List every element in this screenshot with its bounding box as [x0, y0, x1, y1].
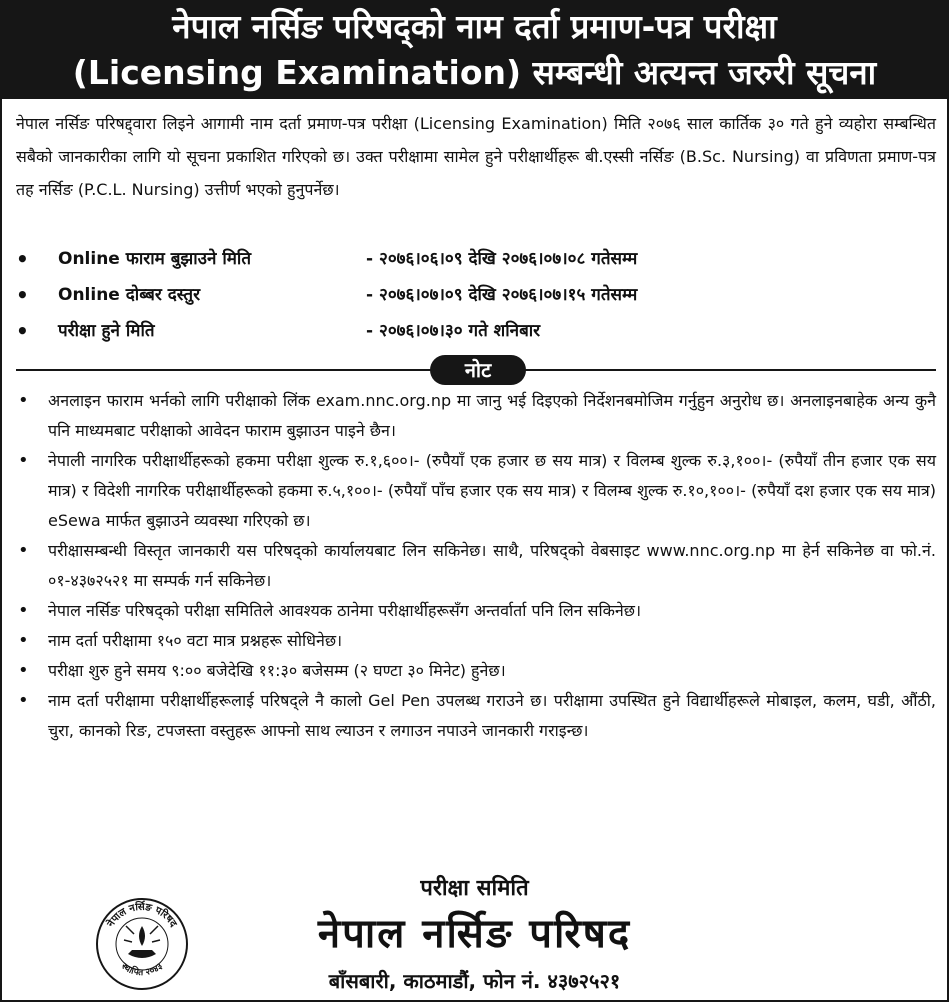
header-title-line-1: नेपाल नर्सिङ परिषद्को नाम दर्ता प्रमाण-पत्र परीक्षा	[172, 7, 777, 46]
date-label: परीक्षा हुने मिति	[58, 321, 155, 341]
bullet-icon: •	[16, 247, 29, 271]
note-text: नाम दर्ता परीक्षामा परीक्षार्थीहरूलाई परिषद्ले नै कालो Gel Pen उपलब्ध गराउने छ। परीक्षामा उपस्थित हुने विद्यार्थीहरूले मोबाइल, कलम, घडी, औंठी, चुरा, कानको रिङ, टपजस्ता वस्तुहरू आफ्नो साथ ल्याउन र लगाउन नपाउने जानकारी गराइन्छ।	[48, 691, 936, 740]
note-text: परीक्षासम्बन्धी विस्तृत जानकारी यस परिषद्को कार्यालयबाट लिन सकिनेछ। साथै, परिषद्को वेबसाइट www.nnc.org.np मा हेर्न सकिनेछ वा फो.नं. ०१-४३७२५२१ मा सम्पर्क गर्न सकिनेछ।	[48, 541, 936, 590]
note-text: परीक्षा शुरु हुने समय ९:०० बजेदेखि ११:३० बजेसम्म (२ घण्टा ३० मिनेट) हुनेछ।	[48, 661, 506, 680]
bullet-icon: •	[18, 660, 29, 681]
date-value: - २०७६।०६।०९ देखि २०७६।०७।०८ गतेसम्म	[366, 249, 638, 269]
notice-body	[0, 99, 949, 1002]
note-item	[16, 656, 936, 686]
date-label: Online दोब्बर दस्तुर	[58, 285, 201, 305]
council-name: नेपाल नर्सिङ परिषद	[317, 911, 632, 957]
council-seal-logo	[94, 896, 190, 992]
seal-bottom-text: स्थापित २०४३	[119, 961, 165, 979]
note-item	[16, 446, 936, 536]
note-text: अनलाइन फाराम भर्नको लागि परीक्षाको लिंक exam.nnc.org.np मा जानु भई दिइएको निर्देशनबमोजिम गर्नुहुन अनुरोध छ। अनलाइनबाहेक अन्य कुनै पनि माध्यमबाट परीक्षाको आवेदन फाराम बुझाउन पाइने छैन।	[48, 391, 936, 440]
date-label: Online फाराम बुझाउने मिति	[58, 249, 252, 269]
svg-text:नेपाल नर्सिङ परिषद	[103, 900, 179, 930]
header-title-line-2: (Licensing Examination) सम्बन्धी अत्यन्त जरुरी सूचना	[72, 53, 877, 92]
note-item	[16, 686, 936, 746]
note-item	[16, 596, 936, 626]
date-row-exam-date	[16, 313, 936, 349]
exam-committee: परीक्षा समिति	[420, 876, 529, 901]
note-heading: नोट	[430, 355, 526, 385]
note-text: नेपाली नागरिक परीक्षार्थीहरूको हकमा परीक्षा शुल्क रु.१,६००।- (रुपैयाँ एक हजार छ सय मात्र) र विलम्ब शुल्क रु.३,१००।- (रुपैयाँ तीन हजार एक सय मात्र) र विदेशी नागरिक परीक्षार्थीहरूको हकमा रु.५,१००।- (रुपैयाँ पाँच हजार एक सय मात्र) र विलम्ब शुल्क रु.१०,१००।- (रुपैयाँ दश हजार एक सय मात्र) eSewa मार्फत बुझाउने व्यवस्था गरिएको छ।	[48, 451, 936, 530]
bullet-icon: •	[18, 630, 29, 651]
note-divider	[16, 355, 936, 385]
bullet-icon: •	[18, 540, 29, 561]
notice-header	[0, 0, 949, 99]
seal-top-text: नेपाल नर्सिङ परिषद	[105, 901, 179, 930]
date-row-double-fee	[16, 277, 936, 313]
note-item	[16, 536, 936, 596]
bullet-icon: •	[18, 450, 29, 471]
date-value: - २०७६।०७।०९ देखि २०७६।०७।१५ गतेसम्म	[366, 285, 638, 305]
council-address: बाँसबारी, काठमाडौं, फोन नं. ४३७२५२१	[328, 969, 621, 993]
bullet-icon: •	[16, 283, 29, 307]
date-value: - २०७६।०७।३० गते शनिबार	[366, 321, 541, 341]
note-text: नेपाल नर्सिङ परिषद्को परीक्षा समितिले आवश्यक ठानेमा परीक्षार्थीहरूसँग अन्तर्वार्ता पनि लिन सकिनेछ।	[48, 601, 642, 620]
bullet-icon: •	[18, 690, 29, 711]
bullet-icon: •	[18, 600, 29, 621]
key-dates-list	[16, 241, 936, 349]
svg-text:स्थापित २०४३	[118, 961, 165, 978]
notes-list	[16, 386, 936, 746]
lamp-icon	[124, 926, 160, 958]
note-item	[16, 626, 936, 656]
bullet-icon: •	[16, 319, 29, 343]
note-item	[16, 386, 936, 446]
bullet-icon: •	[18, 390, 29, 411]
note-text: नाम दर्ता परीक्षामा १५० वटा मात्र प्रश्नहरू सोधिनेछ।	[48, 631, 343, 650]
intro-paragraph: नेपाल नर्सिङ परिषद्द्वारा लिइने आगामी नाम दर्ता प्रमाण-पत्र परीक्षा (Licensing Examination) मिति २०७६ साल कार्तिक ३० गते हुने व्यहोरा सम्बन्धित सबैको जानकारीका लागि यो सूचना प्रकाशित गरिएको छ। उक्त परीक्षामा सामेल हुने परीक्षार्थीहरू बी.एस्सी नर्सिङ (B.Sc. Nursing) वा प्रविणता प्रमाण-पत्र तह नर्सिङ (P.C.L. Nursing) उत्तीर्ण भएको हुनुपर्नेछ।	[16, 114, 936, 199]
date-row-online-form	[16, 241, 936, 277]
